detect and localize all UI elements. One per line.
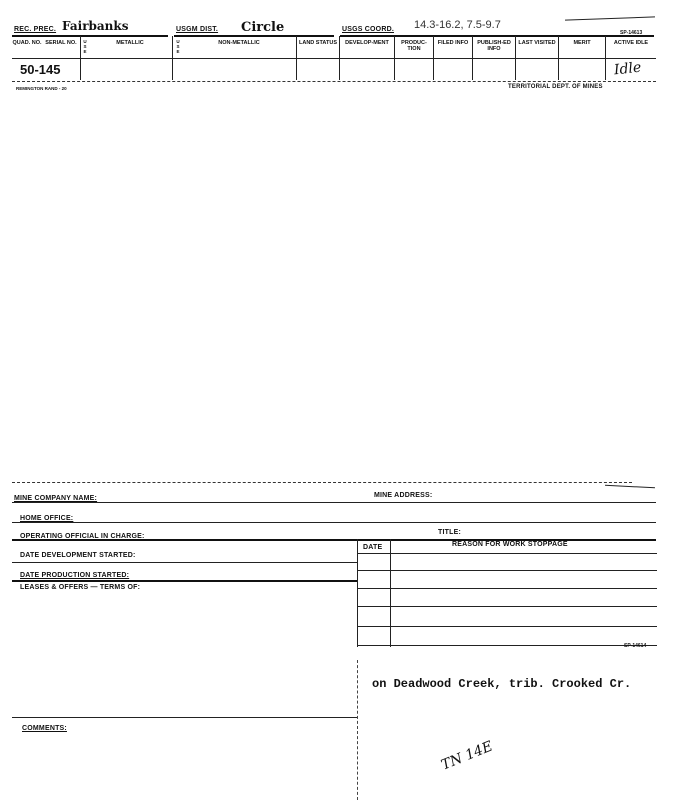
operating-official-label: OPERATING OFFICIAL IN CHARGE: [20, 533, 145, 540]
top-form-number: SP-14613 [620, 30, 643, 36]
perforation [12, 81, 656, 82]
active-idle-value: Idle [613, 59, 643, 79]
date-production-label: DATE PRODUCTION STARTED: [20, 572, 130, 579]
col-divider [433, 36, 434, 80]
col-divider [80, 36, 81, 80]
home-office-label: HOME OFFICE: [20, 515, 74, 522]
bottom-form-number: SP-14614 [624, 643, 647, 649]
rule [12, 717, 357, 718]
rule [12, 35, 168, 37]
table-divider [357, 539, 358, 647]
table-row-rule [357, 626, 657, 627]
col-divider [296, 36, 297, 80]
usgm-dist-value: Circle [241, 20, 285, 35]
table-row-rule [357, 553, 657, 554]
usgm-dist-label: USGM DIST. [176, 26, 219, 33]
rule [12, 562, 357, 563]
col-development: DEVELOP-MENT [345, 40, 389, 46]
reason-col-header: REASON FOR WORK STOPPAGE [452, 541, 568, 548]
table-row-rule [357, 588, 657, 589]
usgs-coord-value: 14.3-16.2, 7.5-9.7 [414, 19, 501, 31]
rule [565, 16, 655, 20]
col-metallic: METALLIC [116, 40, 144, 46]
col-published-info: PUBLISH-ED INFO [477, 40, 511, 52]
col-divider [472, 36, 473, 80]
col-merit: MERIT [573, 40, 591, 46]
rule [12, 502, 656, 503]
dept-footer: TERRITORIAL DEPT. OF MINES [508, 84, 603, 90]
col-divider [515, 36, 516, 80]
comments-label: COMMENTS: [22, 725, 67, 732]
table-row-rule [357, 570, 657, 571]
table-row-rule [357, 606, 657, 607]
leases-label: LEASES & OFFERS — TERMS OF: [20, 584, 141, 591]
rule [605, 485, 655, 489]
col-filed-info: FILED INFO [437, 40, 469, 46]
printer-footer: REMINGTON RAND - 20 [16, 86, 67, 91]
col-active-idle: ACTIVE IDLE [613, 40, 649, 46]
col-divider [605, 36, 606, 80]
rule [340, 35, 654, 37]
rule [12, 58, 656, 59]
mine-company-label: MINE COMPANY NAME: [14, 495, 98, 502]
date-development-label: DATE DEVELOPMENT STARTED: [20, 552, 136, 559]
col-land-status: LAND STATUS [299, 40, 337, 46]
table-divider [390, 539, 391, 647]
location-note: on Deadwood Creek, trib. Crooked Cr. [372, 677, 632, 691]
col-divider [339, 36, 340, 80]
rule [174, 35, 334, 37]
col-use-metallic: U S E [83, 39, 87, 54]
perforation [12, 482, 632, 483]
col-use-nonmetallic: U S E [176, 39, 180, 54]
table-row-rule [357, 645, 657, 646]
usgs-coord-label: USGS COORD. [342, 26, 394, 33]
col-serial-no: SERIAL NO. [45, 40, 77, 46]
col-production: PRODUC-TION [401, 40, 427, 52]
col-divider [394, 36, 395, 80]
col-divider [172, 36, 173, 80]
col-last-visited: LAST VISITED [518, 40, 556, 46]
handwritten-note: TN 14E [438, 738, 496, 774]
col-divider [558, 36, 559, 80]
rule [12, 522, 656, 523]
card-divider [357, 660, 358, 800]
rec-prec-label: REC. PREC. [14, 26, 57, 33]
mine-address-label: MINE ADDRESS: [374, 492, 433, 499]
title-label: TITLE: [438, 529, 461, 536]
col-non-metallic: NON-METALLIC [218, 40, 260, 46]
date-col-header: DATE [363, 544, 383, 551]
quad-serial-value: 50-145 [20, 62, 61, 77]
rec-prec-value: Fairbanks [62, 19, 129, 33]
col-quad-no: QUAD. NO. [12, 40, 42, 46]
rule [12, 580, 357, 582]
